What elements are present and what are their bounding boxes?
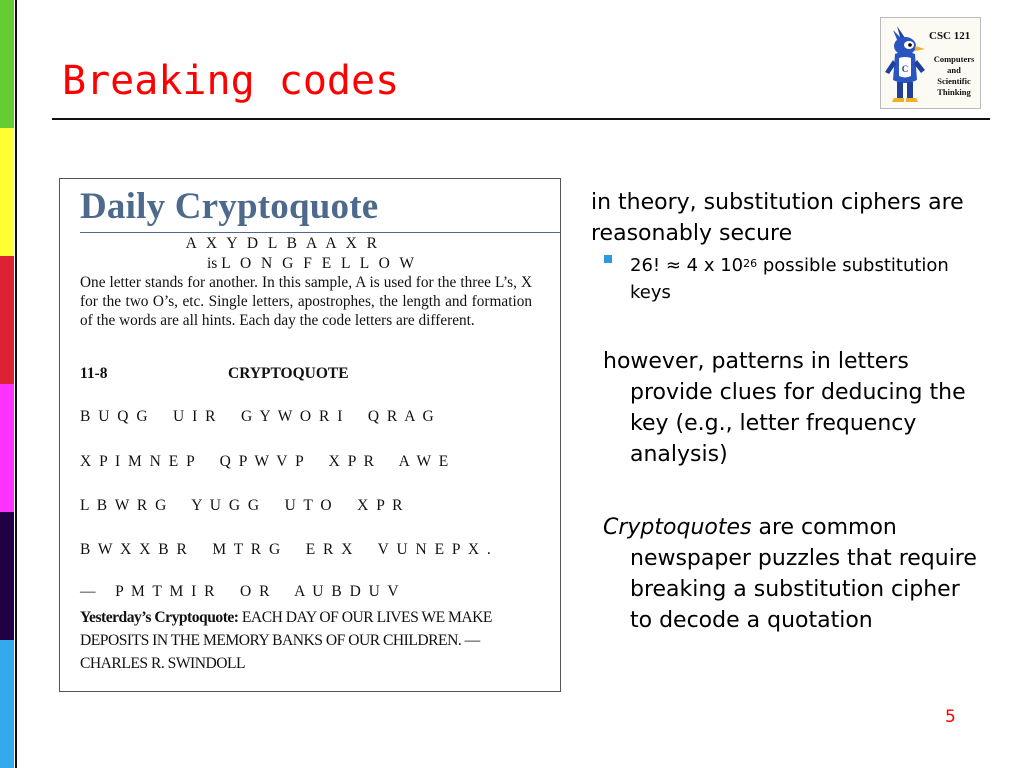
cryptoquotes-rest: newspaper puzzles that require breaking a substitution cipher to decode a quotation bbox=[630, 546, 977, 633]
bullet-text: 26! ≈ 4 x 10 bbox=[630, 255, 744, 276]
intro-paragraph: in theory, substitution ciphers are reasonably secure bbox=[591, 190, 964, 246]
sample-word: L O N G F E L L O W bbox=[221, 255, 417, 272]
patterns-first-line: however, patterns in letters bbox=[603, 349, 909, 374]
cryptoquote-title: Daily Cryptoquote bbox=[80, 186, 379, 227]
logo-line: Computers bbox=[933, 54, 975, 64]
cryptoquotes-term: Cryptoquotes bbox=[603, 515, 752, 540]
logo-line: Scientific bbox=[937, 76, 971, 86]
logo-line: and bbox=[947, 65, 961, 75]
cryptoquotes-first-line bbox=[603, 512, 983, 543]
sample-code: A X Y D L B A A X R bbox=[185, 235, 380, 252]
stripe-divider bbox=[15, 0, 17, 768]
cryptoquotes-first-rest: are common bbox=[751, 515, 897, 540]
svg-text:C: C bbox=[901, 64, 909, 74]
bluejay-mascot-icon bbox=[883, 22, 929, 106]
cipher-line: X P I M N E P Q P W V P X P R A W E bbox=[80, 453, 451, 470]
yesterday-answer bbox=[80, 606, 542, 675]
bullet-square-icon bbox=[604, 255, 612, 263]
cipher-line: B U Q G U I R G Y W O R I Q R A G bbox=[80, 408, 436, 425]
sample-decoded bbox=[207, 255, 417, 273]
cryptoquotes-paragraph bbox=[603, 512, 983, 636]
cipher-line: L B W R G Y U G G U T O X P R bbox=[80, 497, 405, 514]
stripe-blue bbox=[0, 640, 14, 768]
cryptoquote-title-rule bbox=[80, 232, 561, 233]
stripe-magenta bbox=[0, 384, 14, 512]
cryptoquote-clipping bbox=[59, 178, 561, 692]
stripe-red bbox=[0, 256, 14, 384]
stripe-green bbox=[0, 0, 14, 128]
title-divider bbox=[52, 118, 990, 120]
logo-course-name bbox=[928, 54, 980, 98]
yesterday-label: Yesterday’s Cryptoquote: bbox=[80, 609, 239, 626]
stripe-yellow bbox=[0, 128, 14, 256]
puzzle-number: 11-8 bbox=[80, 365, 108, 382]
cipher-line: — P M T M I R O R A U B D U V bbox=[80, 583, 401, 600]
patterns-rest: provide clues for deducing the key (e.g., letter frequency analysis) bbox=[630, 380, 966, 467]
stripe-dark-purple bbox=[0, 512, 14, 640]
yesterday-text: EACH DAY OF OUR LIVES WE MAKE DEPOSITS IN THE MEMORY BANKS OF OUR CHILDREN. — CHARLES R. SWINDOLL bbox=[80, 609, 492, 672]
bullet-exponent: 26 bbox=[743, 257, 758, 270]
puzzle-heading: CRYPTOQUOTE bbox=[228, 365, 349, 382]
logo-line: Thinking bbox=[937, 87, 971, 97]
logo-course-code: CSC 121 bbox=[929, 30, 971, 42]
bullet-keys bbox=[630, 252, 970, 306]
page-number: 5 bbox=[945, 707, 956, 727]
cipher-line: B W X X B R M T R G E R X V U N E P X . bbox=[80, 541, 493, 558]
slide-title: Breaking codes bbox=[62, 58, 400, 104]
bullet-text-end: possible substitution keys bbox=[630, 255, 949, 303]
color-stripe bbox=[0, 0, 14, 768]
sample-is: is bbox=[207, 255, 218, 272]
cryptoquote-explanation: One letter stands for another. In this sample, A is used for the three L’s, X for the two O’s, etc. Single letters, apostrophes, the length and formation of the words are all hints. Each day the code letters are different. bbox=[80, 274, 532, 329]
course-logo bbox=[880, 17, 981, 109]
patterns-paragraph bbox=[603, 346, 983, 470]
